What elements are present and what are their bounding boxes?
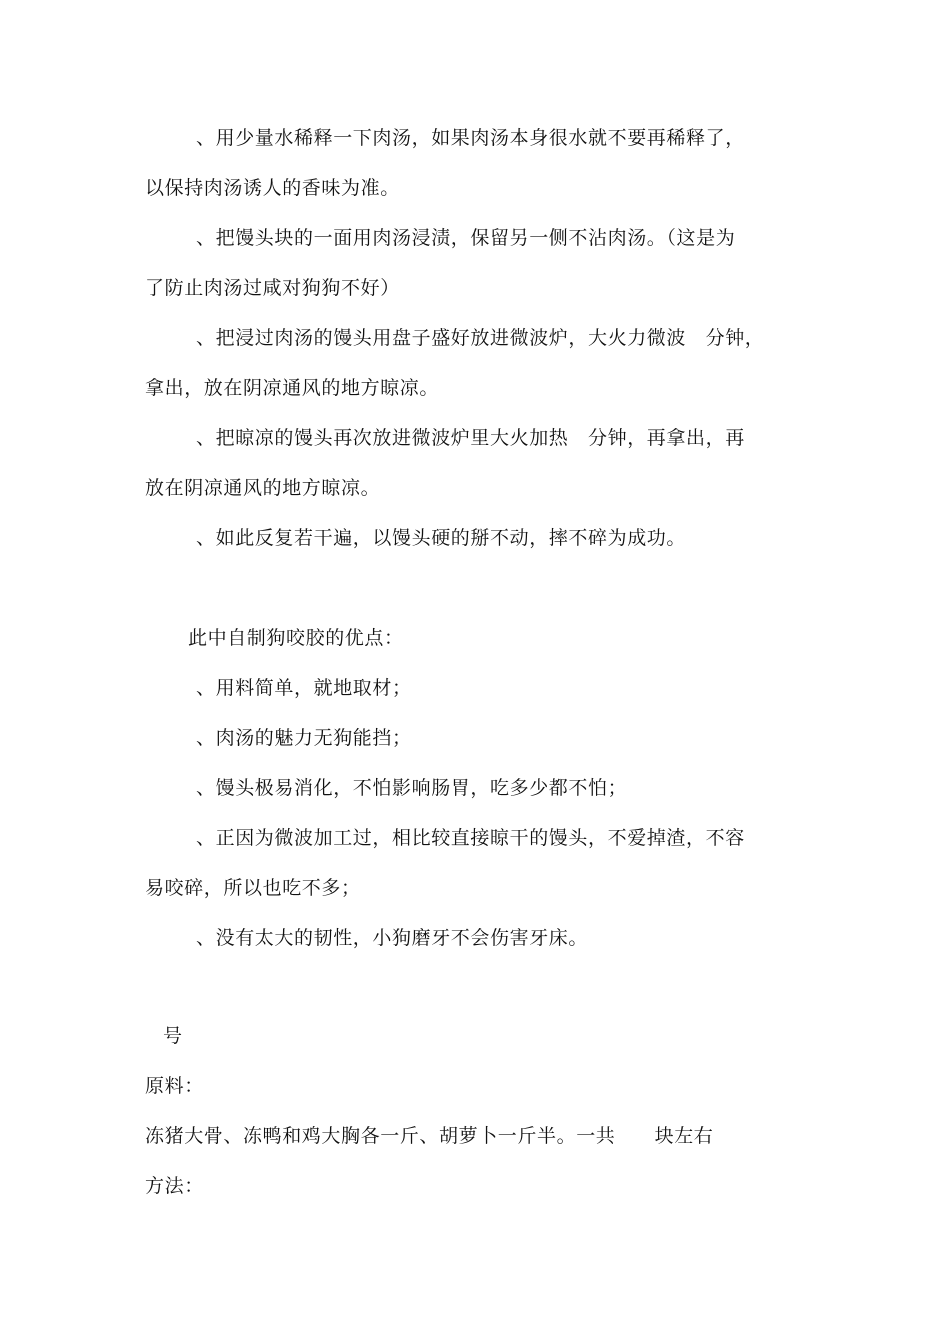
step-5-line-1: 、如此反复若干遍，以馒头硬的掰不动，摔不碎为成功。 — [196, 527, 687, 549]
advantage-item-5: 、没有太大的韧性，小狗磨牙不会伤害牙床。 — [196, 927, 589, 949]
advantage-item-1: 、用料简单，就地取材； — [196, 677, 412, 699]
step-2-line-2: 了防止肉汤过咸对狗狗不好） — [145, 277, 400, 299]
ingredients-text: 冻猪大骨、冻鸭和鸡大胸各一斤、胡萝卜一斤半。一共 块左右 — [145, 1125, 714, 1147]
step-1-line-2: 以保持肉汤诱人的香味为准。 — [145, 177, 400, 199]
step-2-line-1: 、把馒头块的一面用肉汤浸渍，保留另一侧不沾肉汤。（这是为 — [196, 227, 736, 249]
advantage-item-4-line-2: 易咬碎，所以也吃不多； — [145, 877, 361, 899]
ingredients-label: 原料： — [145, 1075, 204, 1097]
advantage-item-2: 、肉汤的魅力无狗能挡； — [196, 727, 412, 749]
advantages-heading: 此中自制狗咬胶的优点： — [188, 627, 404, 649]
recipe-number-label: 号 — [163, 1025, 183, 1047]
step-3-line-1: 、把浸过肉汤的馒头用盘子盛好放进微波炉，大火力微波 分钟， — [196, 327, 765, 349]
step-4-line-1: 、把晾凉的馒头再次放进微波炉里大火加热 分钟，再拿出，再 — [196, 427, 745, 449]
step-1-line-1: 、用少量水稀释一下肉汤，如果肉汤本身很水就不要再稀释了， — [196, 127, 745, 149]
advantage-item-3: 、馒头极易消化，不怕影响肠胃，吃多少都不怕； — [196, 777, 628, 799]
advantage-item-4-line-1: 、正因为微波加工过，相比较直接晾干的馒头，不爱掉渣，不容 — [196, 827, 745, 849]
method-label: 方法： — [145, 1175, 204, 1197]
step-3-line-2: 拿出，放在阴凉通风的地方晾凉。 — [145, 377, 440, 399]
step-4-line-2: 放在阴凉通风的地方晾凉。 — [145, 477, 381, 499]
